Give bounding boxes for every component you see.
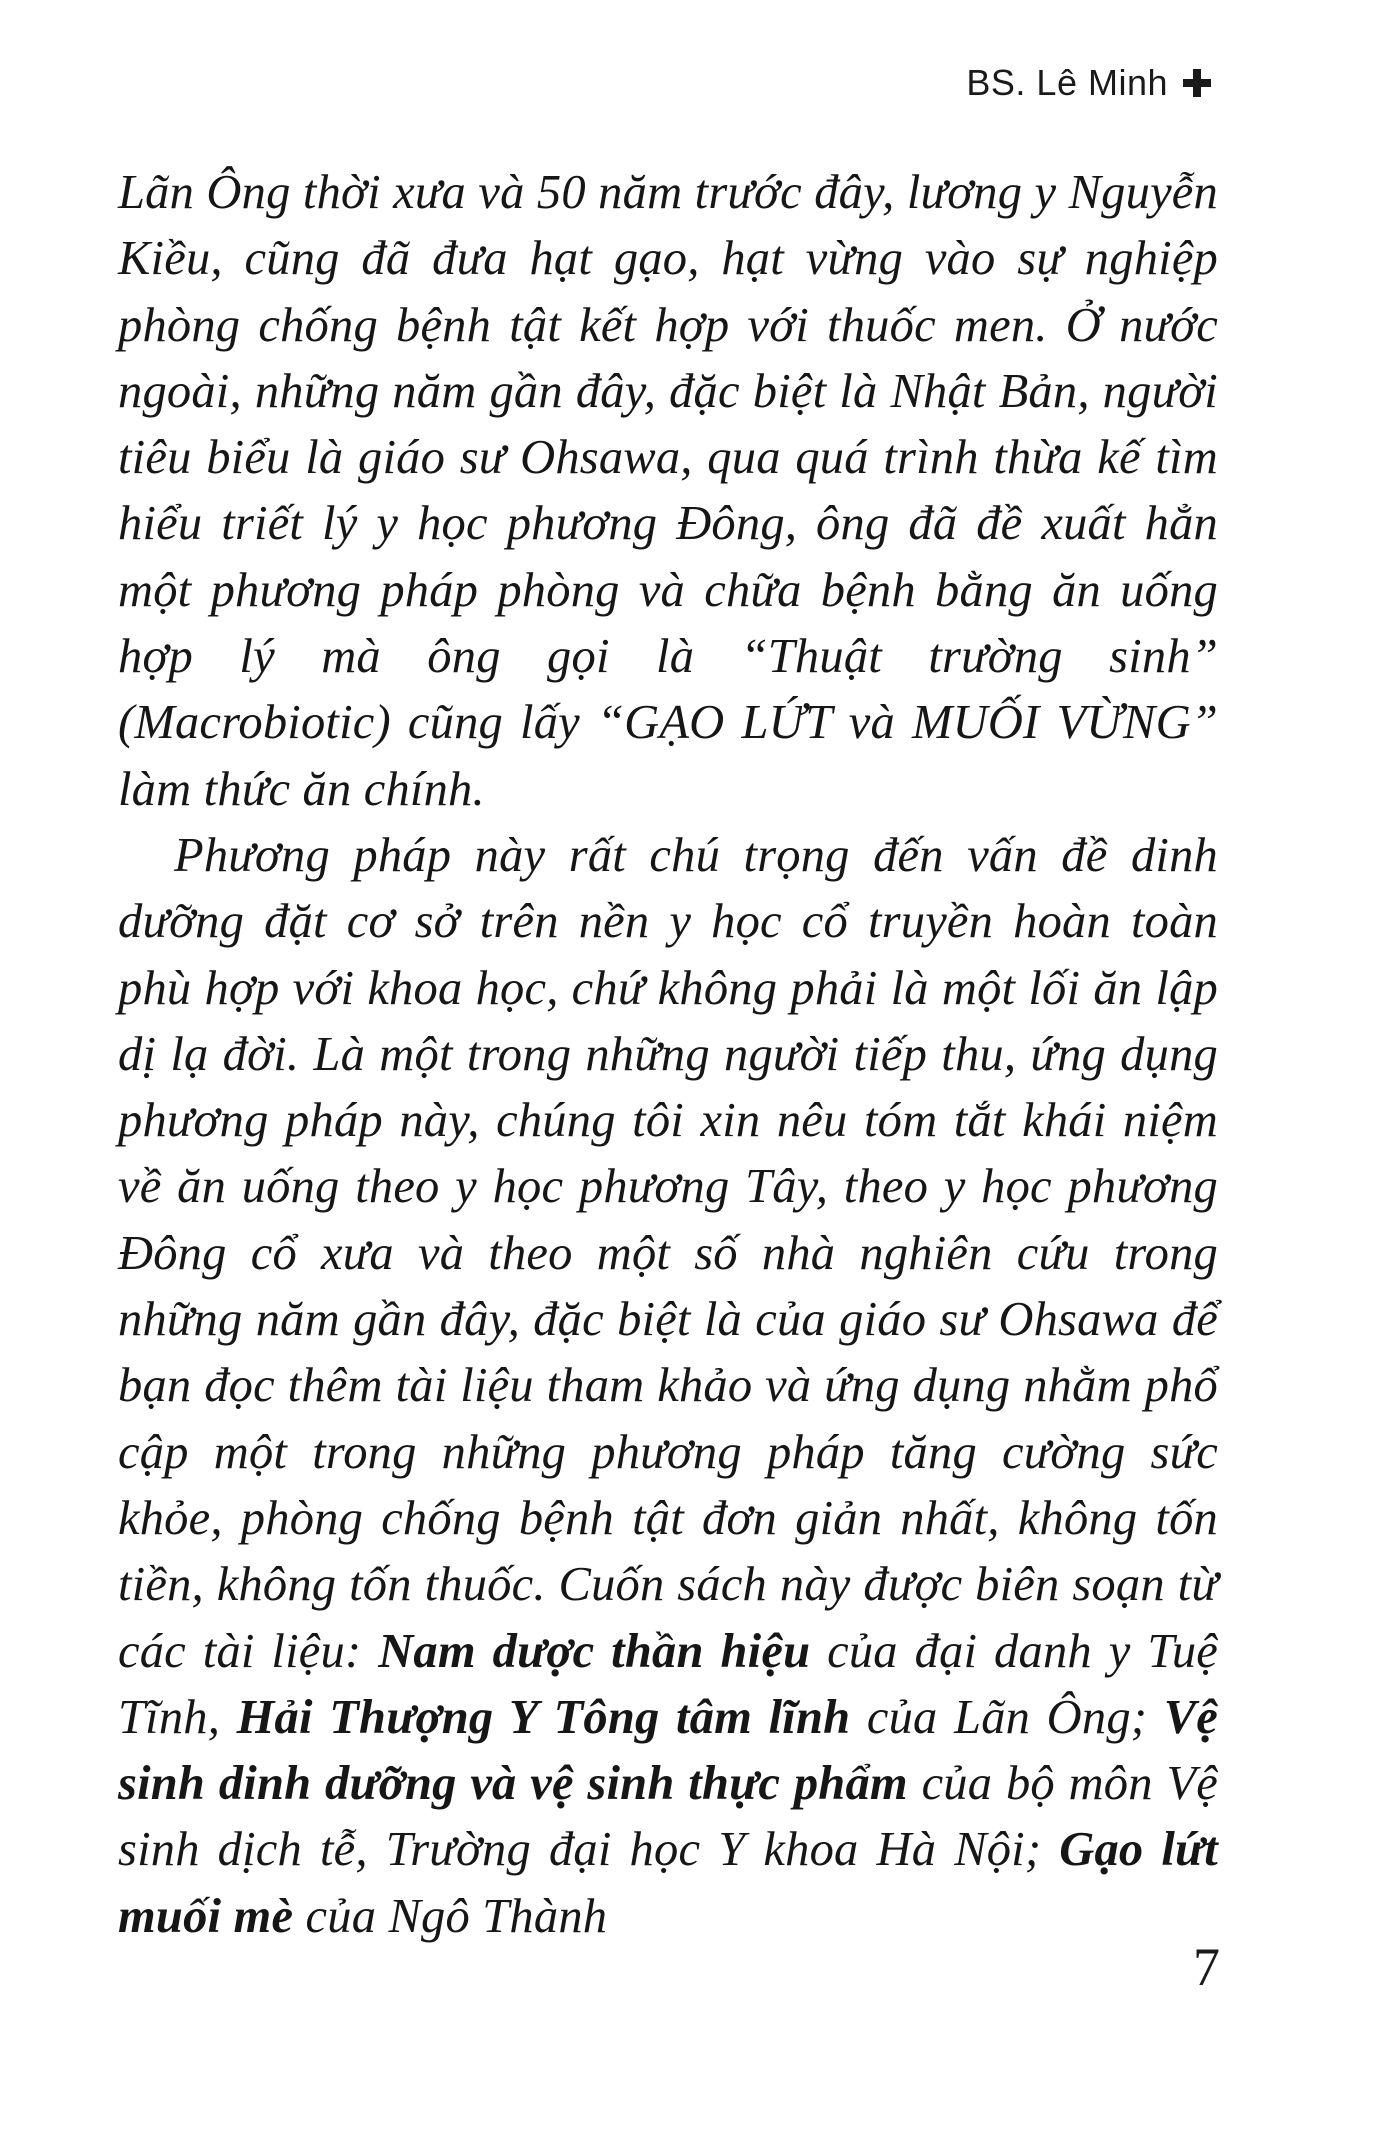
paragraph-2-text-2: của đại danh y Tuệ Tĩnh, xyxy=(118,1624,1218,1744)
author-name: BS. Lê Minh xyxy=(966,62,1168,103)
paragraph-2-text-1: Phương pháp này rất chú trọng đến vấn đề dinh dưỡng đặt cơ sở trên nền y học cổ truyền hoàn toàn phù hợp với khoa học, chứ không phải là một lối ăn lập dị lạ đời. Là một trong những người tiếp thu, ứng dụng phương pháp này, chúng tôi xin nêu tóm tắt khái niệm về ăn uống theo y học phương Tây, theo y học phương Đông cổ xưa và theo một số nhà nghiên cứu trong những năm gần đây, đặc biệt là của giáo sư Ohsawa để bạn đọc thêm tài liệu tham khảo và ứng dụng nhằm phổ cập một trong những phương pháp tăng cường sức khỏe, phòng chống bệnh tật đơn giản nhất, không tốn tiền, không tốn thuốc. Cuốn sách này được biên soạn từ các tài liệu: xyxy=(118,828,1218,1678)
paragraph-2-text-4: của bộ môn Vệ sinh dịch tễ, Trường đại học Y khoa Hà Nội; xyxy=(118,1757,1218,1877)
running-header xyxy=(966,62,1212,104)
book-title-gao-lut: Gạo lứt muối mè xyxy=(118,1823,1218,1943)
paragraph-1: Lãn Ông thời xưa và 50 năm trước đây, lương y Nguyễn Kiều, cũng đã đưa hạt gạo, hạt vừng vào sự nghiệp phòng chống bệnh tật kết hợp với thuốc men. Ở nước ngoài, những năm gần đây, đặc biệt là Nhật Bản, người tiêu biểu là giáo sư Ohsawa, qua quá trình thừa kế tìm hiểu triết lý y học phương Đông, ông đã đề xuất hẳn một phương pháp phòng và chữa bệnh bằng ăn uống hợp lý mà ông gọi là “Thuật trường sinh” (Macrobiotic) cũng lấy “GẠO LỨT và MUỐI VỪNG” làm thức ăn chính. xyxy=(118,166,1218,816)
book-title-nam-duoc: Nam dược thần hiệu xyxy=(378,1624,811,1678)
page-body xyxy=(118,160,1218,1950)
book-title-hai-thuong: Hải Thượng Y Tông tâm lĩnh xyxy=(236,1690,851,1744)
paragraph-2 xyxy=(118,823,1218,1950)
paragraph-2-text-5: của Ngô Thành xyxy=(293,1889,608,1943)
plus-cross-icon xyxy=(1182,68,1212,98)
paragraph-2-text-3: của Lãn Ông; xyxy=(850,1690,1164,1744)
book-title-ve-sinh: Vệ sinh dinh dưỡng và vệ sinh thực phẩm xyxy=(118,1690,1218,1811)
page-number: 7 xyxy=(1193,1937,1220,1997)
